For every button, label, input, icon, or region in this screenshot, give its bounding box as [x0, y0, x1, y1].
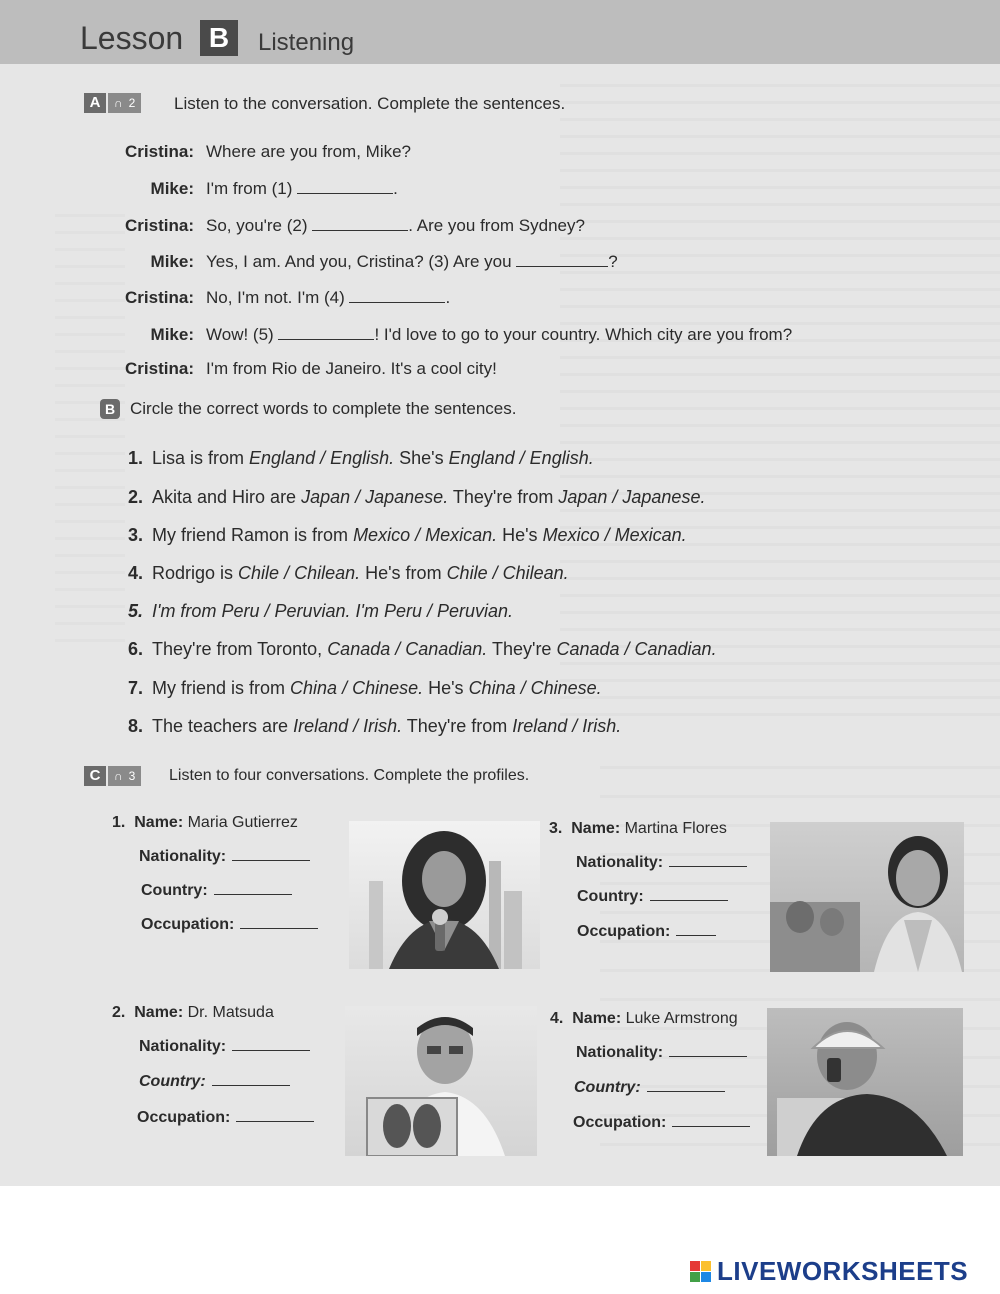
word-choice-1[interactable]: Canada / Canadian.	[327, 639, 488, 659]
item-number: 3.	[128, 525, 144, 545]
speaker: Cristina:	[125, 359, 194, 378]
logo-mark-icon	[690, 1261, 711, 1282]
profile-2-photo	[345, 1006, 537, 1156]
profile-4-occupation-row	[573, 1112, 750, 1134]
man-with-hardhat-phone-image	[767, 1008, 963, 1156]
profile-4-country-row	[574, 1077, 725, 1099]
profile-1-name-row	[112, 812, 298, 834]
country-label: Country:	[139, 1073, 206, 1090]
dialogue-text-after: .	[445, 288, 451, 307]
liveworksheets-logo[interactable]	[690, 1256, 968, 1287]
word-choice-1[interactable]: England / English.	[249, 448, 395, 468]
logo-square-1	[690, 1261, 700, 1271]
word-choice-1[interactable]: Japan / Japanese.	[301, 487, 449, 507]
profile-name: Maria Gutierrez	[187, 814, 298, 831]
woman-with-microphone-image	[349, 821, 540, 969]
speaker: Cristina:	[125, 216, 194, 235]
exercise-item-7	[128, 676, 602, 700]
country-blank[interactable]	[650, 886, 728, 901]
country-label: Country:	[141, 882, 208, 899]
profile-4-photo	[767, 1008, 963, 1156]
dialogue-text: Yes, I am. And you, Cristina? (3) Are you	[206, 252, 512, 271]
bleed-through-texture	[560, 70, 1000, 720]
item-text: Rodrigo is	[152, 563, 239, 583]
nationality-label: Nationality:	[139, 1038, 227, 1055]
country-label: Country:	[574, 1079, 641, 1096]
section-b-letter: B	[100, 399, 120, 419]
item-text: I'm from	[152, 601, 222, 621]
occupation-label: Occupation:	[141, 916, 235, 933]
profile-1-occupation-row	[141, 914, 318, 936]
section-c-audio[interactable]	[108, 766, 141, 786]
nationality-blank[interactable]	[232, 1036, 310, 1051]
item-number: 8.	[128, 716, 144, 736]
profile-name: Martina Flores	[624, 820, 727, 837]
word-choice-2[interactable]: Ireland / Irish.	[512, 716, 622, 736]
country-blank[interactable]	[212, 1071, 290, 1086]
profile-2-country-row	[139, 1071, 290, 1093]
profile-1-country-row	[141, 880, 292, 902]
occupation-label: Occupation:	[573, 1114, 667, 1131]
word-choice-1[interactable]: Ireland / Irish.	[293, 716, 403, 736]
dialogue-line-3	[110, 214, 585, 237]
profile-number: 3.	[549, 820, 563, 837]
word-choice-2[interactable]: England / English.	[448, 448, 594, 468]
dialogue-line-6	[110, 323, 792, 346]
occupation-blank[interactable]	[240, 914, 318, 929]
smiling-woman-classroom-image	[770, 822, 964, 972]
answer-blank-1[interactable]	[297, 177, 393, 194]
word-choice-1[interactable]: Chile / Chilean.	[238, 563, 361, 583]
section-a-instruction: Listen to the conversation. Complete the sentences.	[174, 94, 566, 113]
exercise-item-3	[128, 523, 687, 547]
section-c-instruction: Listen to four conversations. Complete the profiles.	[169, 767, 530, 784]
country-blank[interactable]	[647, 1077, 725, 1092]
audio-track-number: 2	[128, 96, 136, 110]
word-choice-2[interactable]: Japan / Japanese.	[558, 487, 706, 507]
dialogue-text-after: .	[393, 179, 398, 198]
dialogue-text: No, I'm not. I'm (4)	[206, 288, 345, 307]
profile-1-nationality-row	[139, 846, 310, 868]
item-number: 1.	[128, 448, 144, 468]
item-text: My friend Ramon is from	[152, 525, 354, 545]
item-number: 7.	[128, 678, 144, 698]
word-choice-2[interactable]: Chile / Chilean.	[446, 563, 569, 583]
exercise-item-1	[128, 446, 594, 470]
logo-text: LIVEWORKSHEETS	[717, 1256, 969, 1286]
audio-track-number: 3	[128, 769, 136, 783]
dialogue-text: I'm from (1)	[206, 179, 293, 198]
profile-2-name-row	[112, 1002, 274, 1024]
profile-number: 4.	[550, 1010, 564, 1027]
item-number: 6.	[128, 639, 144, 659]
item-number: 4.	[128, 563, 144, 583]
exercise-item-4	[128, 561, 569, 585]
item-text: He's	[497, 525, 543, 545]
nationality-blank[interactable]	[669, 852, 747, 867]
item-text: They're from Toronto,	[152, 639, 328, 659]
dialogue-text: Where are you from, Mike?	[206, 142, 412, 161]
speaker: Mike:	[150, 252, 194, 271]
dialogue-text-after: ?	[608, 252, 618, 271]
section-a-audio[interactable]	[108, 93, 141, 113]
logo-square-3	[690, 1272, 700, 1282]
lesson-letter-badge: B	[200, 20, 238, 56]
lesson-topic: Listening	[258, 29, 355, 56]
item-text: They're	[487, 639, 557, 659]
dialogue-line-7	[110, 358, 497, 380]
answer-blank-2[interactable]	[312, 214, 408, 231]
item-number: 2.	[128, 487, 144, 507]
name-label: Name:	[571, 820, 621, 837]
speaker: Mike:	[150, 179, 194, 198]
exercise-item-5	[128, 599, 513, 623]
exercise-item-6	[128, 637, 717, 661]
word-choice-2[interactable]: Mexico / Mexican.	[542, 525, 687, 545]
word-choice-1[interactable]: Mexico / Mexican.	[353, 525, 498, 545]
dialogue-line-2	[110, 177, 398, 200]
name-label: Name:	[572, 1010, 622, 1027]
nationality-blank[interactable]	[669, 1042, 747, 1057]
word-choice-2[interactable]: China / Chinese.	[468, 678, 602, 698]
nationality-blank[interactable]	[232, 846, 310, 861]
section-a-badge	[84, 93, 141, 113]
profile-3-country-row	[577, 886, 728, 908]
name-label: Name:	[134, 1004, 184, 1021]
profile-2-occupation-row	[137, 1107, 314, 1129]
speaker: Cristina:	[125, 142, 194, 161]
item-text: He's from	[360, 563, 447, 583]
item-text: She's	[394, 448, 449, 468]
profile-4-nationality-row	[576, 1042, 747, 1064]
item-text: He's	[423, 678, 469, 698]
section-b-instruction: Circle the correct words to complete the sentences.	[130, 399, 517, 418]
item-text: They're from	[448, 487, 559, 507]
profile-3-photo	[770, 822, 964, 972]
word-choice-1[interactable]: China / Chinese.	[290, 678, 424, 698]
exercise-item-8	[128, 714, 621, 738]
profile-2-nationality-row	[139, 1036, 310, 1058]
speaker: Cristina:	[125, 288, 194, 307]
section-c-letter: C	[84, 766, 106, 786]
country-blank[interactable]	[214, 880, 292, 895]
word-choice-1[interactable]: Peru / Peruvian.	[221, 601, 351, 621]
profile-number: 1.	[112, 814, 126, 831]
dialogue-line-5	[110, 286, 450, 309]
occupation-label: Occupation:	[577, 923, 671, 940]
profile-3-occupation-row	[577, 921, 716, 943]
lesson-word: Lesson	[80, 20, 184, 56]
profile-3-nationality-row	[576, 852, 747, 874]
occupation-blank[interactable]	[236, 1107, 314, 1122]
doctor-with-xray-image	[345, 1006, 537, 1156]
occupation-blank[interactable]	[676, 921, 716, 936]
item-text: They're from	[402, 716, 513, 736]
nationality-label: Nationality:	[576, 854, 664, 871]
profile-name: Dr. Matsuda	[187, 1004, 274, 1021]
name-label: Name:	[134, 814, 184, 831]
profile-1-photo	[349, 821, 540, 969]
nationality-label: Nationality:	[576, 1044, 664, 1061]
logo-square-4	[701, 1272, 711, 1282]
word-choice-2[interactable]: Canada / Canadian.	[556, 639, 717, 659]
item-number: 5.	[128, 601, 144, 621]
country-label: Country:	[577, 888, 644, 905]
dialogue-text: I'm from Rio de Janeiro. It's a cool city!	[206, 359, 497, 378]
profile-name: Luke Armstrong	[625, 1010, 738, 1027]
dialogue-text: Wow! (5)	[206, 325, 274, 344]
item-text: I'm	[350, 601, 384, 621]
headphones-icon: ∩	[114, 96, 123, 110]
dialogue-line-4	[110, 250, 618, 273]
dialogue-line-1	[110, 141, 411, 163]
speaker: Mike:	[150, 325, 194, 344]
profile-number: 2.	[112, 1004, 126, 1021]
answer-blank-5[interactable]	[278, 323, 374, 340]
section-c-badge	[84, 766, 141, 786]
occupation-blank[interactable]	[672, 1112, 750, 1127]
answer-blank-3[interactable]	[516, 250, 608, 267]
profile-3-name-row	[549, 818, 727, 840]
item-text: Lisa is from	[152, 448, 250, 468]
dialogue-text-after: ! I'd love to go to your country. Which city are you from?	[374, 325, 793, 344]
item-text: The teachers are	[152, 716, 294, 736]
logo-square-2	[701, 1261, 711, 1271]
exercise-item-2	[128, 485, 705, 509]
answer-blank-4[interactable]	[349, 286, 445, 303]
item-text: Akita and Hiro are	[152, 487, 302, 507]
nationality-label: Nationality:	[139, 848, 227, 865]
section-a-letter: A	[84, 93, 106, 113]
headphones-icon: ∩	[114, 769, 123, 783]
item-text: My friend is from	[152, 678, 291, 698]
word-choice-2[interactable]: Peru / Peruvian.	[383, 601, 514, 621]
profile-4-name-row	[550, 1008, 738, 1030]
occupation-label: Occupation:	[137, 1109, 231, 1126]
dialogue-text-after: . Are you from Sydney?	[408, 216, 585, 235]
dialogue-text: So, you're (2)	[206, 216, 308, 235]
